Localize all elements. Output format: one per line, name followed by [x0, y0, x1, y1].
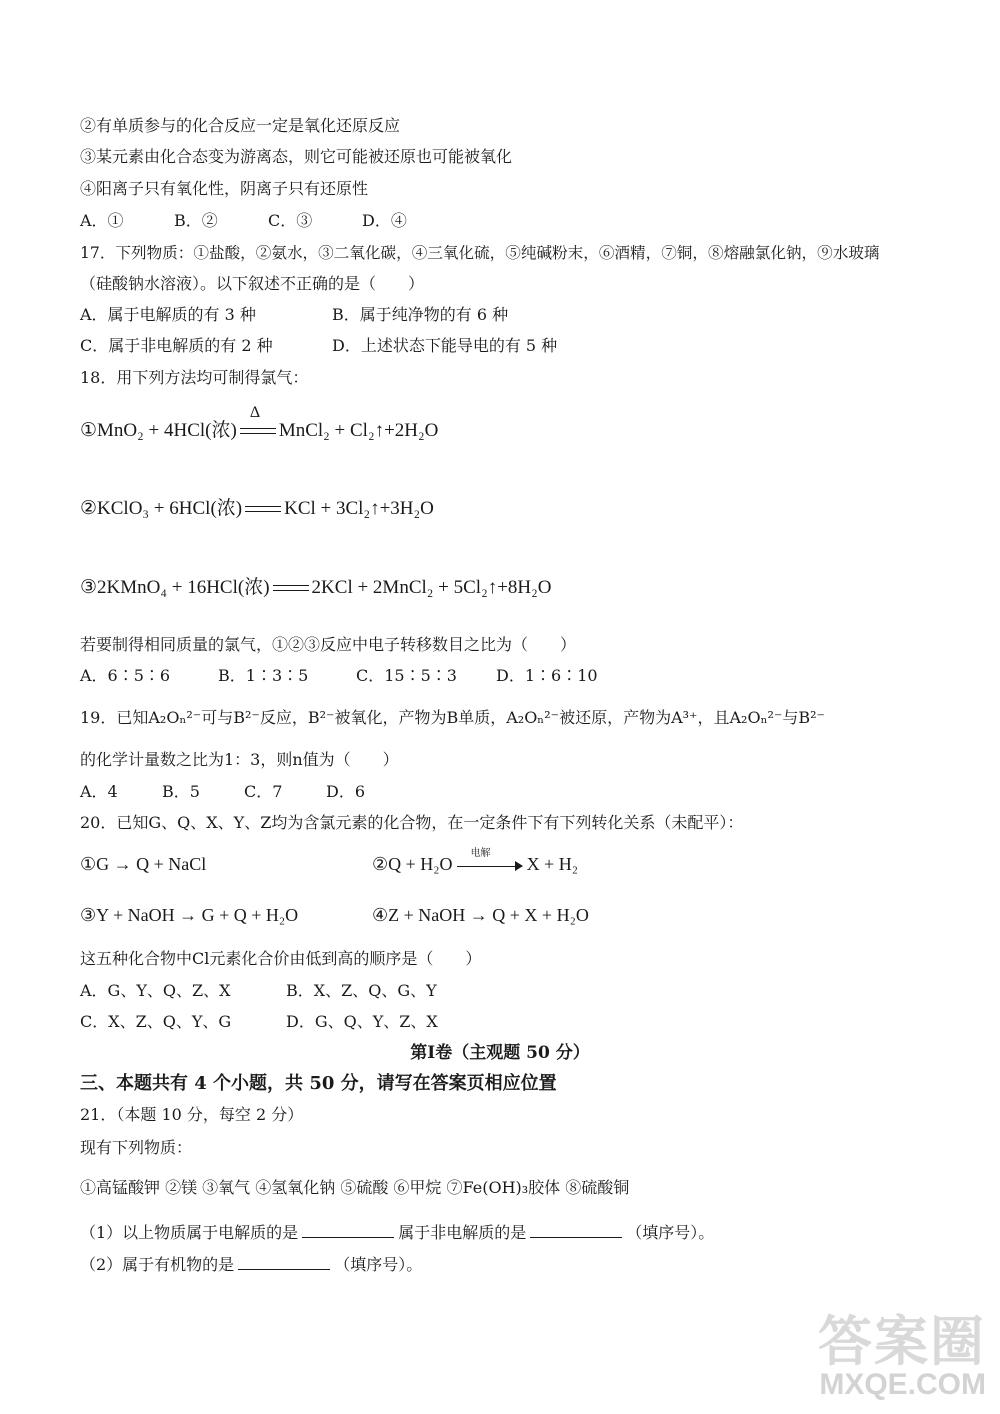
q19-option-c[interactable]: C．7: [244, 782, 283, 801]
q21-p1-text-a: （1）以上物质属于电解质的是: [80, 1223, 299, 1242]
q21-stem: 21．（本题 10 分，每空 2 分）: [80, 1105, 304, 1124]
q16-option-b[interactable]: B．②: [174, 211, 218, 230]
q21-p2-text-b: （填序号）。: [334, 1255, 423, 1274]
q19-option-a[interactable]: A．4: [80, 782, 118, 801]
q18-equation-2: [80, 499, 434, 518]
q21-p1-text-b: 属于非电解质的是: [398, 1223, 527, 1242]
q20-options-row2: [80, 1014, 438, 1030]
q17-option-a[interactable]: A．属于电解质的有 3 种: [80, 305, 256, 324]
eq2-reactants: ②KClO₃ + 6HCl(浓): [80, 498, 243, 519]
section-heading: 三、本题共有 4 个小题，共 50 分，请写在答案页相应位置: [80, 1073, 557, 1094]
q20-reaction-4: ④Z + NaOH → Q + X + H₂O: [372, 905, 589, 925]
r2-right: X + H₂: [526, 854, 578, 874]
q16-statement-3: ③某元素由化合态变为游离态，则它可能被还原也可能被氧化: [80, 147, 513, 166]
q20-question: 这五种化合物中Cl元素化合价由低到高的顺序是（ ）: [80, 949, 482, 968]
organic-answer-blank[interactable]: [238, 1255, 330, 1270]
q18-equation-3: [80, 578, 551, 597]
watermark-en: MXQE.COM: [819, 1368, 986, 1401]
q20-option-b[interactable]: B．X、Z、Q、G、Y: [286, 981, 437, 1000]
heat-equals-sign: [240, 403, 276, 437]
section-title: 第Ⅰ卷（主观题 50 分）: [410, 1043, 590, 1063]
q21-substance-list: ①高锰酸钾 ②镁 ③氧气 ④氢氧化钠 ⑤硫酸 ⑥甲烷 ⑦Fe(OH)₃胶体 ⑧硫酸铜: [80, 1178, 630, 1197]
watermark-logo: [818, 1309, 986, 1402]
q16-option-a[interactable]: A．①: [80, 211, 124, 230]
q20-stem: 20．已知G、Q、X、Y、Z均为含氯元素的化合物，在一定条件下有下列转化关系（未配平）：: [80, 813, 744, 832]
q17-option-c[interactable]: C．属于非电解质的有 2 种: [80, 336, 273, 355]
q20-option-c[interactable]: C．X、Z、Q、Y、G: [80, 1012, 232, 1031]
q17-option-d[interactable]: D．上述状态下能导电的有 5 种: [332, 336, 558, 355]
q18-question: 若要制得相同质量的氯气，①②③反应中电子转移数目之比为（ ）: [80, 635, 577, 654]
q17-options-row1: [80, 307, 508, 323]
q19-stem-line1: 19．已知A₂Oₙ²⁻可与B²⁻反应，B²⁻被氧化，产物为B单质，A₂Oₙ²⁻被还原，产物为A³⁺，且A₂Oₙ²⁻与B²⁻: [80, 708, 825, 727]
q18-equation-1: [80, 403, 439, 441]
electrolyte-answer-blank[interactable]: [302, 1223, 394, 1238]
q20-option-d[interactable]: D．G、Q、Y、Z、X: [286, 1012, 438, 1031]
eq2-products: KCl + 3Cl₂↑+3H₂O: [284, 498, 434, 519]
delta-icon: Δ: [249, 403, 261, 421]
q18-option-d[interactable]: D．1∶6∶10: [496, 666, 598, 685]
eq3-reactants: ③2KMnO₄ + 16HCl(浓): [80, 577, 270, 598]
r2-left: ②Q + H₂O: [372, 854, 453, 874]
equals-sign: [273, 584, 309, 594]
q20-reaction-2: [372, 847, 578, 874]
q21-p1-text-c: （填序号）。: [626, 1223, 715, 1242]
q18-option-a[interactable]: A．6∶5∶6: [80, 666, 171, 685]
q20-options-row1: [80, 983, 437, 999]
q18-option-b[interactable]: B．1∶3∶5: [218, 666, 309, 685]
q16-statement-2: ②有单质参与的化合反应一定是氧化还原反应: [80, 116, 401, 135]
q21-part-2: [80, 1255, 422, 1273]
q18-options: [80, 668, 598, 684]
q20-option-a[interactable]: A．G、Y、Q、Z、X: [80, 981, 231, 1000]
electrolysis-arrow-icon: [457, 847, 523, 872]
q17-stem-line2: （硅酸钠水溶液）。以下叙述不正确的是（ ）: [80, 274, 425, 293]
q16-option-d[interactable]: D．④: [362, 211, 407, 230]
q19-stem-line2: 的化学计量数之比为1：3，则n值为（ ）: [80, 750, 399, 769]
q17-options-row2: [80, 338, 557, 354]
q17-option-b[interactable]: B．属于纯净物的有 6 种: [332, 305, 509, 324]
q18-option-c[interactable]: C．15∶5∶3: [356, 666, 457, 685]
q17-stem-line1: 17．下列物质：①盐酸，②氨水，③二氧化碳，④三氧化硫，⑤纯碱粉末，⑥酒精，⑦铜，⑧熔融氯化钠，⑨水玻璃: [80, 244, 880, 262]
q19-option-d[interactable]: D．6: [326, 782, 366, 801]
eq1-reactants: ①MnO₂ + 4HCl(浓): [80, 420, 237, 441]
eq1-products: MnCl₂ + Cl₂↑+2H₂O: [278, 420, 439, 441]
nonelectrolyte-answer-blank[interactable]: [530, 1223, 622, 1238]
q16-option-c[interactable]: C．③: [268, 211, 313, 230]
equals-sign: [245, 505, 281, 515]
electrolysis-label: 电解: [470, 847, 491, 859]
q21-part-1: [80, 1223, 714, 1241]
q21-intro: 现有下列物质：: [80, 1138, 193, 1157]
eq3-products: 2KCl + 2MnCl₂ + 5Cl₂↑+8H₂O: [311, 577, 552, 598]
q20-reaction-1: ①G → Q + NaCl: [80, 854, 207, 874]
q19-options: [80, 784, 365, 800]
q16-options: [80, 213, 407, 229]
q18-stem: 18．用下列方法均可制得氯气：: [80, 368, 309, 387]
watermark-cn: 答案圈: [818, 1309, 986, 1373]
q19-option-b[interactable]: B．5: [162, 782, 200, 801]
q16-statement-4: ④阳离子只有氧化性，阴离子只有还原性: [80, 179, 369, 198]
q21-p2-text-a: （2）属于有机物的是: [80, 1255, 235, 1274]
q20-reaction-3: ③Y + NaOH → G + Q + H₂O: [80, 905, 299, 925]
